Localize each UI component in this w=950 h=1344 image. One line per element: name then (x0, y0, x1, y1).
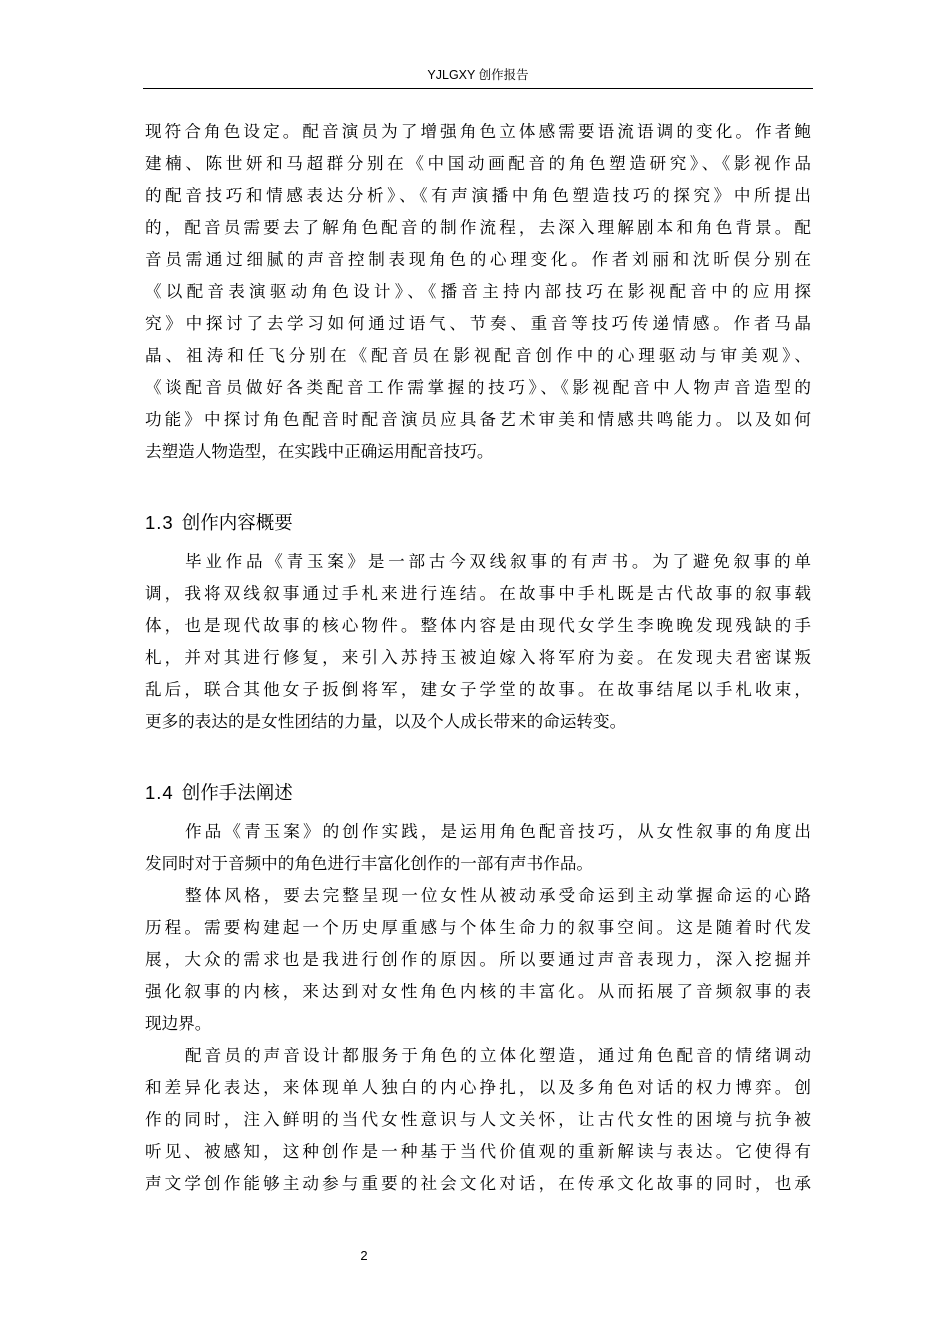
text-line: 究》中探讨了去学习如何通过语气、节奏、重音等技巧传递情感。作者马晶 (145, 314, 811, 333)
text-line: 去塑造人物造型，在实践中正确运用配音技巧。 (145, 442, 494, 461)
text-line: 音员需通过细腻的声音控制表现角色的心理变化。作者刘丽和沈昕俣分别在 (145, 250, 811, 269)
text-line: 现符合角色设定。配音演员为了增强角色立体感需要语流语调的变化。作者鲍 (145, 122, 811, 141)
text-line: 现边界。 (145, 1014, 212, 1033)
header-rule (143, 88, 813, 89)
text-line: 晶、祖涛和任飞分别在《配音员在影视配音创作中的心理驱动与审美观》、 (145, 346, 811, 365)
section-heading-1-3 (145, 510, 293, 537)
text-line: 更多的表达的是女性团结的力量，以及个人成长带来的命运转变。 (145, 712, 627, 731)
text-line: 毕业作品《青玉案》是一部古今双线叙事的有声书。为了避免叙事的单 (185, 552, 811, 571)
section-title: 创作内容概要 (181, 513, 293, 534)
text-line: 功能》中探讨角色配音时配音演员应具备艺术审美和情感共鸣能力。以及如何 (145, 410, 811, 429)
text-line: 《谈配音员做好各类配音工作需掌握的技巧》、《影视配音中人物声音造型的 (145, 378, 811, 397)
section-number: 1.3 (145, 512, 174, 533)
text-line: 历程。需要构建起一个历史厚重感与个体生命力的叙事空间。这是随着时代发 (145, 918, 811, 937)
text-line: 乱后，联合其他女子扳倒将军，建女子学堂的故事。在故事结尾以手札收束， (145, 680, 811, 699)
text-line: 听见、被感知，这种创作是一种基于当代价值观的重新解读与表达。它使得有 (145, 1142, 811, 1161)
text-line: 配音员的声音设计都服务于角色的立体化塑造，通过角色配音的情绪调动 (185, 1046, 811, 1065)
text-line: 和差异化表达，来体现单人独白的内心挣扎，以及多角色对话的权力博弈。创 (145, 1078, 811, 1097)
text-line: 札，并对其进行修复，来引入苏持玉被迫嫁入将军府为妾。在发现夫君密谋叛 (145, 648, 811, 667)
text-line: 的，配音员需要去了解角色配音的制作流程，去深入理解剧本和角色背景。配 (145, 218, 811, 237)
text-line: 整体风格，要去完整呈现一位女性从被动承受命运到主动掌握命运的心路 (185, 886, 811, 905)
section-heading-1-4 (145, 780, 293, 807)
text-line: 发同时对于音频中的角色进行丰富化创作的一部有声书作品。 (145, 854, 594, 873)
page-number: 2 (360, 1248, 368, 1263)
text-line: 调，我将双线叙事通过手札来进行连结。在故事中手札既是古代故事的叙事载 (145, 584, 811, 603)
text-line: 的配音技巧和情感表达分析》、《有声演播中角色塑造技巧的探究》中所提出 (145, 186, 811, 205)
text-line: 体，也是现代故事的核心物件。整体内容是由现代女学生李晚晚发现残缺的手 (145, 616, 811, 635)
text-line: 展，大众的需求也是我进行创作的原因。所以要通过声音表现力，深入挖掘并 (145, 950, 811, 969)
text-line: 《以配音表演驱动角色设计》、《播音主持内部技巧在影视配音中的应用探 (145, 282, 811, 301)
text-line: 建楠、陈世妍和马超群分别在《中国动画配音的角色塑造研究》、《影视作品 (145, 154, 811, 173)
running-header: YJLGXY 创作报告 (427, 68, 529, 82)
text-line: 声文学创作能够主动参与重要的社会文化对话，在传承文化故事的同时，也承 (145, 1174, 811, 1193)
text-line: 作的同时，注入鲜明的当代女性意识与人文关怀，让古代女性的困境与抗争被 (145, 1110, 811, 1129)
section-number: 1.4 (145, 782, 174, 803)
section-title: 创作手法阐述 (181, 783, 293, 804)
text-line: 作品《青玉案》的创作实践，是运用角色配音技巧，从女性叙事的角度出 (185, 822, 811, 841)
text-line: 强化叙事的内核，来达到对女性角色内核的丰富化。从而拓展了音频叙事的表 (145, 982, 811, 1001)
